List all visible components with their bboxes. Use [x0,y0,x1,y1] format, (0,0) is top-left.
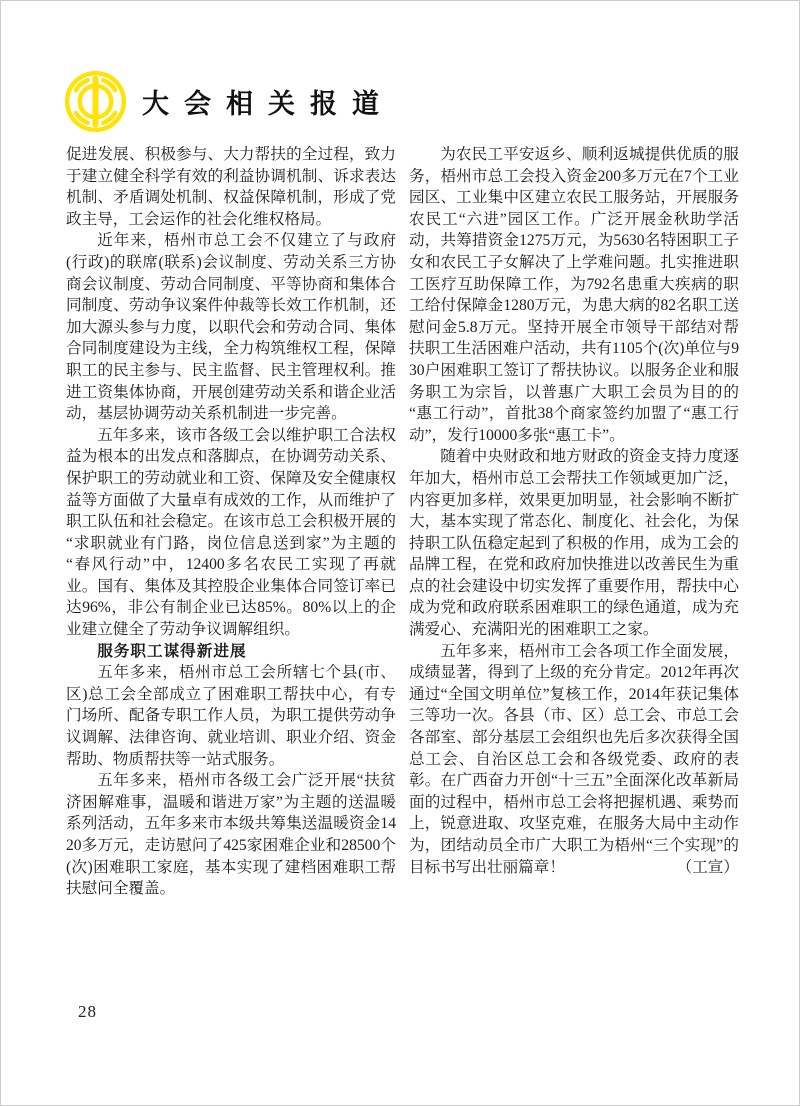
article-paragraph: 随着中央财政和地方财政的资金支持力度逐年加大，梧州市总工会帮扶工作领域更加广泛，内容更加多样，效果更加明显，社会影响不断扩大，基本实现了常态化、制度化、社会化，为保持职工队伍稳定起到了积极的作用，成为工会的品牌工程，在党和政府加快推进以改善民生为重点的社会建设中切实发挥了重要作用，帮扶中心成为党和政府联系困难职工的绿色通道，成为充满爱心、充满阳光的困难职工之家。 [409,448,739,639]
article-subheading: 服务职工谋得新进展 [97,642,247,660]
article-body [66,144,739,900]
right-column [409,144,739,900]
article-paragraph: 为农民工平安返乡、顺利返城提供优质的服务，梧州市总工会投入资金200多万元在7个工业园区、工业集中区建立农民工服务站，开展服务农民工“六进”园区工作。广泛开展金秋助学活动，共筹措资金1275万元，为5630名特困职工子女和农民工子女解决了上学难问题。扎实推进职工医疗互助保障工作，为792名患重大疾病的职工给付保障金1280万元，为患大病的82名职工送慰问金5.8万元。坚持开展全市领导干部结对帮扶职工生活困难户活动，共有1105个(次)单位与930户困难职工签订了帮扶协议。以服务企业和服务职工为宗旨，以普惠广大职工会员为目的的“惠工行动”，首批38个商家签约加盟了“惠工行动”，发行10000多张“惠工卡”。 [409,146,739,444]
article-paragraph: 五年多来，梧州市总工会所辖七个县(市、区)总工会全部成立了困难职工帮扶中心，有专门场所、配备专职工作人员，为职工提供劳动争议调解、法律咨询、就业培训、职业介绍、资金帮助、物质帮扶等一站式服务。 [66,664,396,768]
article-paragraph: 五年多来，该市各级工会以维护职工合法权益为根本的出发点和落脚点，在协调劳动关系、保护职工的劳动就业和工资、保障及安全健康权益等方面做了大量卓有成效的工作，从而维护了职工队伍和社会稳定。在该市总工会积极开展的“求职就业有门路，岗位信息送到家”为主题的“春风行动”中，12400多名农民工实现了再就业。国有、集体及其控股企业集体合同签订率已达96%，非公有制企业已达85%。80%以上的企业建立健全了劳动争议调解组织。 [66,426,396,639]
article-byline: （工宣） [676,858,739,876]
article-paragraph: 五年多来，梧州市工会各项工作全面发展，成绩显著，得到了上级的充分肯定。2012年再次通过“全国文明单位”复核工作，2014年获记集体三等功一次。各县（市、区）总工会、市总工会各部室、部分基层工会组织也先后多次获得全国总工会、自治区总工会和各级党委、政府的表彰。在广西奋力开创“十三五”全面深化改革新局面的过程中，梧州市总工会将把握机遇、乘势而上，锐意进取、攻坚克难，在服务大局中主动作为，团结动员全市广大职工为梧州“三个实现”的目标书写出壮丽篇章！ （工宣） [409,641,739,879]
article-paragraph: 促进发展、积极参与、大力帮扶的全过程，致力于建立健全科学有效的利益协调机制、诉求表达机制、矛盾调处机制、权益保障机制，形成了党政主导，工会运作的社会化维权格局。 [66,146,396,228]
page-header [64,70,394,133]
page-number: 28 [78,1002,97,1021]
article-paragraph: 五年多来，梧州市各级工会广泛开展“扶贫济困解难事，温暖和谐进万家”为主题的送温暖系列活动，五年多来市本级共筹集送温暖资金1420多万元，走访慰问了425家困难企业和28500个(次)困难职工家庭，基本实现了建档困难职工帮扶慰问全覆盖。 [66,772,396,898]
section-title: 大会相关报道 [142,89,394,119]
article-paragraph: 近年来，梧州市总工会不仅建立了与政府(行政)的联席(联系)会议制度、劳动关系三方协商会议制度、劳动合同制度、平等协商和集体合同制度、劳动争议案件仲裁等长效工作机制，还加大源头参与力度，以职代会和劳动合同、集体合同制度建设为主线，全力构筑维权工程，保障职工的民主参与、民主监督、民主管理权利。推进工资集体协商，开展创建劳动关系和谐企业活动，基层协调劳动关系机制进一步完善。 [66,232,396,423]
left-column [66,144,396,900]
trade-union-emblem-icon [64,70,127,133]
